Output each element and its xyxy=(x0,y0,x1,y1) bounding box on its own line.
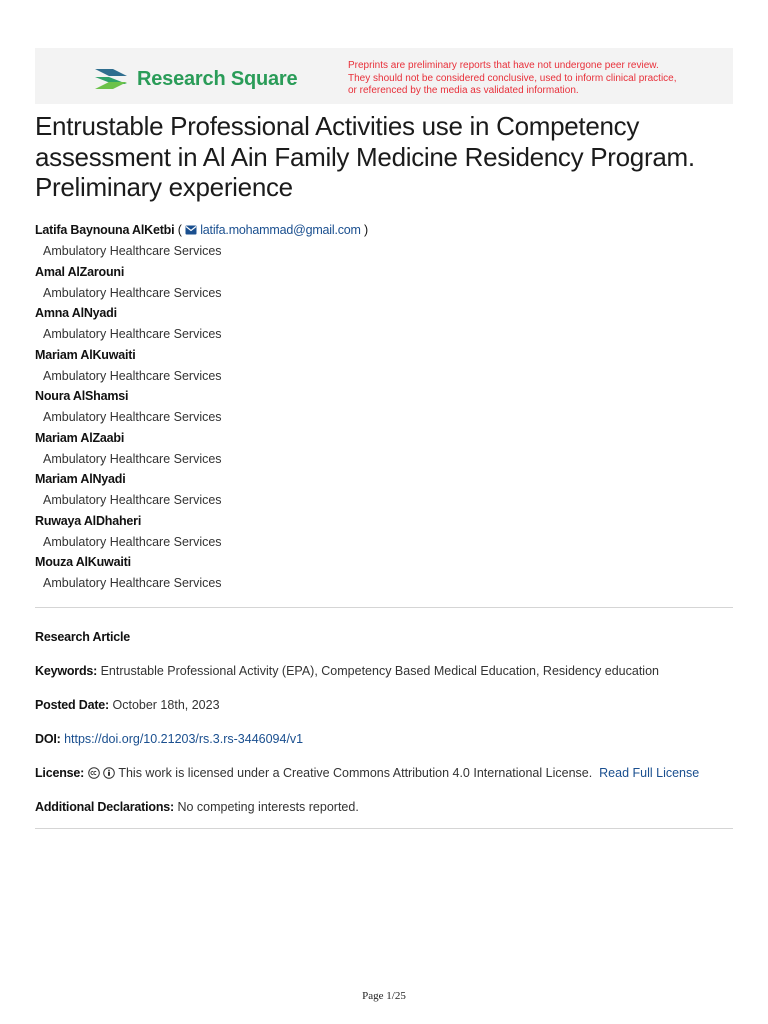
doi-link[interactable]: https://doi.org/10.21203/rs.3.rs-3446094/v1 xyxy=(64,732,304,746)
notice-line: Preprints are preliminary reports that have not undergone peer review. xyxy=(348,60,659,71)
author-name-line xyxy=(35,221,735,240)
author-entry xyxy=(35,263,735,305)
research-square-logo[interactable] xyxy=(93,64,297,94)
cc-icon xyxy=(88,767,100,779)
article-type xyxy=(35,630,735,644)
author-affiliation: Ambulatory Healthcare Services xyxy=(43,327,222,341)
author-name: Mariam AlKuwaiti xyxy=(35,347,136,362)
paper-title: Entrustable Professional Activities use in Competency assessment in Al Ain Family Medicine Residency Program. Preliminary experience xyxy=(35,111,695,202)
author-affiliation: Ambulatory Healthcare Services xyxy=(43,368,222,383)
author-name: Mouza AlKuwaiti xyxy=(35,555,131,569)
author-entry xyxy=(35,304,735,346)
keywords-value: Entrustable Professional Activity (EPA), Competency Based Medical Education, Residency education xyxy=(100,664,659,678)
author-name: Amna AlNyadi xyxy=(35,306,117,320)
doi-label: DOI: xyxy=(35,732,61,746)
attribution-icon xyxy=(103,767,115,779)
license-label: License: xyxy=(35,766,85,780)
posted-date-row xyxy=(35,698,735,712)
article-type-label: Research Article xyxy=(35,630,130,644)
divider xyxy=(35,607,733,608)
author-affiliation: Ambulatory Healthcare Services xyxy=(43,534,222,549)
research-square-logo-icon xyxy=(93,65,129,93)
divider xyxy=(35,828,733,829)
author-entry xyxy=(35,470,735,512)
notice-line: or referenced by the media as validated information. xyxy=(348,85,579,96)
author-affiliation: Ambulatory Healthcare Services xyxy=(43,285,222,300)
author-name: Mariam AlNyadi xyxy=(35,472,126,486)
author-affiliation: Ambulatory Healthcare Services xyxy=(43,410,222,424)
brand-name: Research Square xyxy=(137,67,298,90)
author-entry xyxy=(35,512,735,554)
notice-line: They should not be considered conclusive, used to inform clinical practice, xyxy=(348,72,677,84)
declarations-row xyxy=(35,800,735,814)
author-name: Latifa Baynouna AlKetbi xyxy=(35,223,175,237)
keywords-row xyxy=(35,664,735,678)
author-name: Mariam AlZaabi xyxy=(35,430,125,445)
posted-date-value: October 18th, 2023 xyxy=(112,698,220,712)
author-entry xyxy=(35,429,735,471)
declarations-value: No competing interests reported. xyxy=(177,800,359,814)
preprint-notice xyxy=(348,60,728,98)
posted-date-label: Posted Date: xyxy=(35,698,110,712)
license-text: This work is licensed under a Creative Commons Attribution 4.0 International License. xyxy=(118,766,593,780)
author-list xyxy=(35,221,735,595)
declarations-label: Additional Declarations: xyxy=(35,800,174,814)
author-name: Noura AlShamsi xyxy=(35,389,129,403)
author-affiliation: Ambulatory Healthcare Services xyxy=(43,576,222,590)
doi-row xyxy=(35,732,735,746)
page-number: Page 1/25 xyxy=(362,990,406,1002)
author-entry xyxy=(35,346,735,388)
author-name: Ruwaya AlDhaheri xyxy=(35,513,142,528)
license-row xyxy=(35,766,735,780)
author-affiliation: Ambulatory Healthcare Services xyxy=(43,493,222,507)
author-affiliation: Ambulatory Healthcare Services xyxy=(43,451,222,466)
keywords-label: Keywords: xyxy=(35,664,98,678)
email-group: ( latifa.mohammad@gmail.com ) xyxy=(177,223,368,237)
author-entry xyxy=(35,221,735,263)
author-name: Amal AlZarouni xyxy=(35,264,125,279)
read-full-license-link[interactable]: Read Full License xyxy=(599,766,700,780)
author-affiliation: Ambulatory Healthcare Services xyxy=(43,244,222,258)
author-entry xyxy=(35,387,735,429)
author-entry xyxy=(35,553,735,595)
envelope-icon xyxy=(185,225,197,235)
author-email-link[interactable]: latifa.mohammad@gmail.com xyxy=(200,223,361,237)
